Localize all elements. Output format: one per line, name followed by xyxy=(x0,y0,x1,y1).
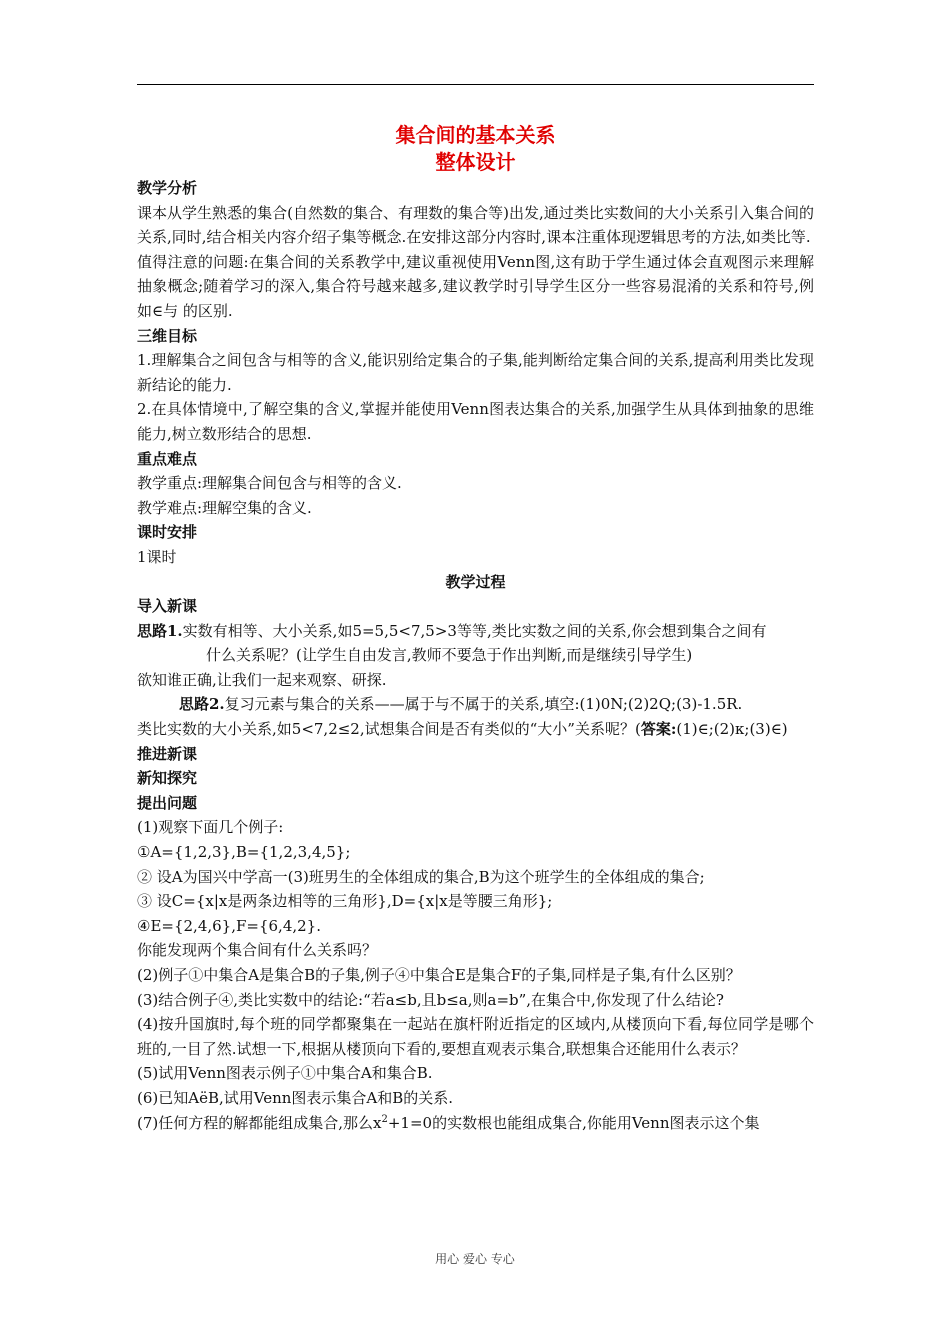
heading-keypoints: 重点难点 xyxy=(137,449,198,468)
question-7 xyxy=(137,1111,814,1136)
question-6: (6)已知AëB,试用Venn图表示集合A和B的关系. xyxy=(137,1088,454,1107)
idea-2-after-pre: 类比实数的大小关系,如5<7,2≤2,试想集合间是否有类似的“大小”关系呢？( xyxy=(137,720,641,739)
heading-process: 教学过程 xyxy=(445,572,506,591)
goal-2: 2.在具体情境中,了解空集的含义,掌握并能使用Venn图表达集合的关系,加强学生从具体到抽象的思维能力,树立数形结合的思想. xyxy=(137,400,814,443)
page-footer: 用心 爱心 专心 xyxy=(435,1252,515,1266)
question-2: (2)例子①中集合A是集合B的子集,例子④中集合E是集合F的子集,同样是子集,有什么区别？ xyxy=(137,966,741,984)
heading-advance: 推进新课 xyxy=(137,744,198,763)
title-line-2: 整体设计 xyxy=(435,150,516,174)
heading-intro: 导入新课 xyxy=(137,597,198,616)
idea-2-after xyxy=(137,717,814,742)
idea-2 xyxy=(137,692,814,717)
question-1b: 你能发现两个集合间有什么关系吗？ xyxy=(137,941,378,960)
goal-1: 1.理解集合之间包含与相等的含义,能识别给定集合的子集,能判断给定集合间的关系,提高利用类比发现新结论的能力. xyxy=(137,351,814,394)
document-body xyxy=(137,122,814,1135)
heading-explore: 新知探究 xyxy=(137,769,198,788)
idea-1 xyxy=(137,619,814,644)
analysis-paragraph-2: 值得注意的问题:在集合间的关系教学中,建议重视使用Venn图,这有助于学生通过体会直观图示来理解抽象概念;随着学习的深入,集合符号越来越多,建议教学时引导学生区分一些容易混淆的关系和符号,例如∈与 的区别. xyxy=(137,252,814,320)
idea-1-continuation: 什么关系呢？(让学生自由发言,教师不要急于作出判断,而是继续引导学生) xyxy=(206,646,693,665)
question-1: (1)观察下面几个例子: xyxy=(137,818,284,837)
keypoint-2: 教学难点:理解空集的含义. xyxy=(137,498,312,517)
example-1: ①A={1,2,3},B={1,2,3,4,5}; xyxy=(137,843,351,862)
question-7-superscript: 2 xyxy=(381,1113,388,1125)
question-4: (4)按升国旗时,每个班的同学都聚集在一起站在旗杆附近指定的区域内,从楼顶向下看,每位同学是哪个班的,一目了然.试想一下,根据从楼顶向下看的,要想直观表示集合,联想集合还能用什么表示？ xyxy=(137,1015,814,1058)
analysis-paragraph-1: 课本从学生熟悉的集合(自然数的集合、有理数的集合等)出发,通过类比实数间的大小关系引入集合间的关系,同时,结合相关内容介绍子集等概念.在安排这部分内容时,课本注重体现逻辑思考的方法,如类比等. xyxy=(137,203,814,247)
example-2: ② 设A为国兴中学高一(3)班男生的全体组成的集合,B为这个班学生的全体组成的集合; xyxy=(137,867,705,886)
answer-label: 答案: xyxy=(640,720,677,739)
example-3: ③ 设C={x|x是两条边相等的三角形},D={x|x是等腰三角形}; xyxy=(137,892,553,911)
question-3: (3)结合例子④,类比实数中的结论:“若a≤b,且b≤a,则a=b”,在集合中,你发现了什么结论? xyxy=(137,990,724,1009)
heading-questions: 提出问题 xyxy=(137,793,198,812)
heading-analysis: 教学分析 xyxy=(137,179,198,197)
idea-2-after-post: (1)∈;(2)κ;(3)∈) xyxy=(676,720,788,739)
example-4: ④E={2,4,6},F={6,4,2}. xyxy=(137,916,321,935)
title-line-1: 集合间的基本关系 xyxy=(395,123,556,147)
idea-2-label: 思路2. xyxy=(179,695,225,714)
idea-2-text: 复习元素与集合的关系——属于与不属于的关系,填空:(1)0N;(2)2Q;(3)-1.5R. xyxy=(224,695,743,714)
question-7-pre: (7)任何方程的解都能组成集合,那么x xyxy=(137,1113,382,1132)
heading-goals: 三维目标 xyxy=(137,326,198,345)
header-rule xyxy=(137,84,814,85)
question-5: (5)试用Venn图表示例子①中集合A和集合B. xyxy=(137,1064,433,1083)
idea-1-after: 欲知谁正确,让我们一起来观察、研探. xyxy=(137,670,387,689)
heading-schedule: 课时安排 xyxy=(137,523,198,542)
question-7-post: +1=0的实数根也能组成集合,你能用Venn图表示这个集 xyxy=(387,1113,760,1132)
keypoint-1: 教学重点:理解集合间包含与相等的含义. xyxy=(137,474,402,493)
idea-1-label: 思路1. xyxy=(137,621,183,640)
schedule-text: 1课时 xyxy=(137,547,177,566)
idea-1-text: 实数有相等、大小关系,如5=5,5<7,5>3等等,类比实数之间的关系,你会想到集合之间有 xyxy=(182,621,767,640)
